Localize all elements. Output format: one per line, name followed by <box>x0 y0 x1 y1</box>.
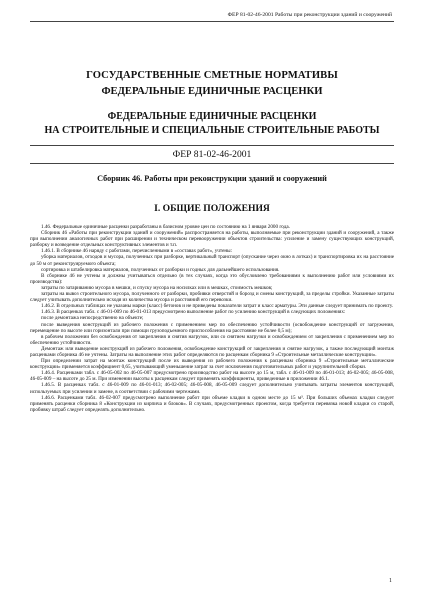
paragraph: сортировка и штабелировка материалов, полученных от разборки и годных для дальнейшего использования. <box>41 266 280 273</box>
title-line-1: ГОСУДАРСТВЕННЫЕ СМЕТНЫЕ НОРМАТИВЫ <box>86 70 338 81</box>
paragraph: в рабочем положении без освобождения от закрепления и снятия нагрузок, или со снятием нагрузки и освобождением от закрепления с применением мер по обеспечению устойчивости. <box>30 333 394 346</box>
header-rule <box>30 21 394 22</box>
paragraph: Демонтаж или выведение конструкций из рабочего положения, освобождение конструкций от закрепления и снятие нагрузок, а также последующий монтаж расценками сборника 46 не учтены. Затраты на выполнение этих работ определяются по расценкам сборника 9 «Строительные металлические конструкции». <box>30 345 394 358</box>
body-text <box>30 224 394 413</box>
paragraph: 1.46.1. В сборнике 46 наряду с работами, перечисленными в «составах работ», учтены: <box>41 248 233 255</box>
paragraph: 1.46.5. В расценках табл. с 46-01-009 по 46-01-013; 46-02-005; 46-05-008, 46-05-009 следует дополнительно учитывать затраты элементов конструкций, используемых при усилении и замене, в соответствии с рабочими чертежами. <box>30 382 394 395</box>
paragraph: В сборнике 46 не учтены и должны учитываться отдельно (в тех случаях, когда это обусловлено требованиями к выполнению работ или условиями их производства): <box>30 272 394 285</box>
document-code: ФЕР 81-02-46-2001 <box>172 149 252 160</box>
title-line-4: НА СТРОИТЕЛЬНЫЕ И СПЕЦИАЛЬНЫЕ СТРОИТЕЛЬНЫЕ РАБОТЫ <box>44 125 380 136</box>
title-line-2: ФЕДЕРАЛЬНЫЕ ЕДИНИЧНЫЕ РАСЦЕНКИ <box>101 86 323 97</box>
paragraph: 1.46.6. Расценками табл. 46-02-007 предусмотрено выполнение работ при объеме кладки в одном месте до 15 м³. При больших объемах кладки следует применять расценки сборника 8 «Конструкции из кирпича и блоков». В случаях, предусмотренных проектом, когда требуется перевязка новой кладки со старой, пробивку штраб следует определять дополнительно. <box>30 394 394 413</box>
paragraph: При определении затрат на монтаж конструкций после их выведения из рабочего положения к расценкам сборника 9 «Строительные металлические конструкции» применяется коэффициент 0,65, учитывающий уменьшение затрат за счет исключения подготовительных работ и укрупнительной сборки. <box>30 358 394 371</box>
collection-title: Сборник 46. Работы при реконструкции зданий и сооружений <box>97 174 327 183</box>
code-rule-bottom <box>30 163 394 164</box>
code-rule-top <box>30 145 394 146</box>
paragraph: уборка материалов, отходов и мусора, полученных при разборке, вертикальный транспорт (опускание через окно в лотках) и транспортировка их на расстояние до 50 м от реконструируемого объекта; <box>30 254 394 267</box>
title-line-3: ФЕДЕРАЛЬНЫЕ ЕДИНИЧНЫЕ РАСЦЕНКИ <box>107 111 317 122</box>
paragraph: Сборник 46 «Работы при реконструкции зданий и сооружений» распространяется на работы, выполняемые при реконструкции зданий и сооружений, а также при выполнении аналогичных работ при расширении и техническом перевооружении объектов строительства: усиление и замену существующих конструкций, разборку и возведение отдельных конструктивных элементов и т.п. <box>30 230 394 249</box>
page-number: 1 <box>389 578 392 584</box>
paragraph: затраты по затариванию мусора в мешки, и спуску мусора на носилках или в мешках, стоимость мешков; <box>41 284 273 291</box>
paragraph: 1.46.2. В отдельных таблицах не указаны марки (класс) бетонов и не приведены показатели затрат и класс арматуры. Эти данные следует принимать по проекту. <box>41 303 394 310</box>
paragraph: после выведения конструкций из рабочего положения с применением мер по обеспечению устойчивости (освобождение конструкций от загружения, перемещение по высоте или горизонтали при помощи грузоподъемного приспособления на расстояние не более 0,5 м); <box>30 321 394 334</box>
paragraph: 1.46.3. В расценках табл. с 46-01-009 по 46-01-013 предусмотрено выполнение работ по усилению конструкций в следующих положениях: <box>41 309 346 316</box>
paragraph: после демонтажа непосредственно на объекте; <box>41 315 144 322</box>
running-header: ФЕР 81-02-46-2001 Работы при реконструкции зданий и сооружений <box>227 12 392 18</box>
section-heading: I. ОБЩИЕ ПОЛОЖЕНИЯ <box>154 203 270 214</box>
paragraph: 1.46. Федеральные единичные расценки разработаны в базисном уровне цен по состоянию на 1 января 2000 года. <box>41 224 290 230</box>
paragraph: 1.46.4. Расценками табл. с 46-05-002 по 46-05-007 предусмотрено производство работ на высоте до 15 м, табл. с 46-01-009 по 46-01-013; 46-02-005; 46-05-008, 46-05-009 – на высоте до 25 м. При изменении высоты к расценкам следует применять коэффициенты, приведенные в приложении 46.1. <box>30 370 394 383</box>
paragraph: затраты на вывоз строительного мусора, полученного от разборки, пробивки отверстий и борозд и смены конструкций, за пределы стройки. Указанные затраты следует учитывать дополнительно исходя из количества мусора и расстояний его перевозки. <box>30 291 394 304</box>
